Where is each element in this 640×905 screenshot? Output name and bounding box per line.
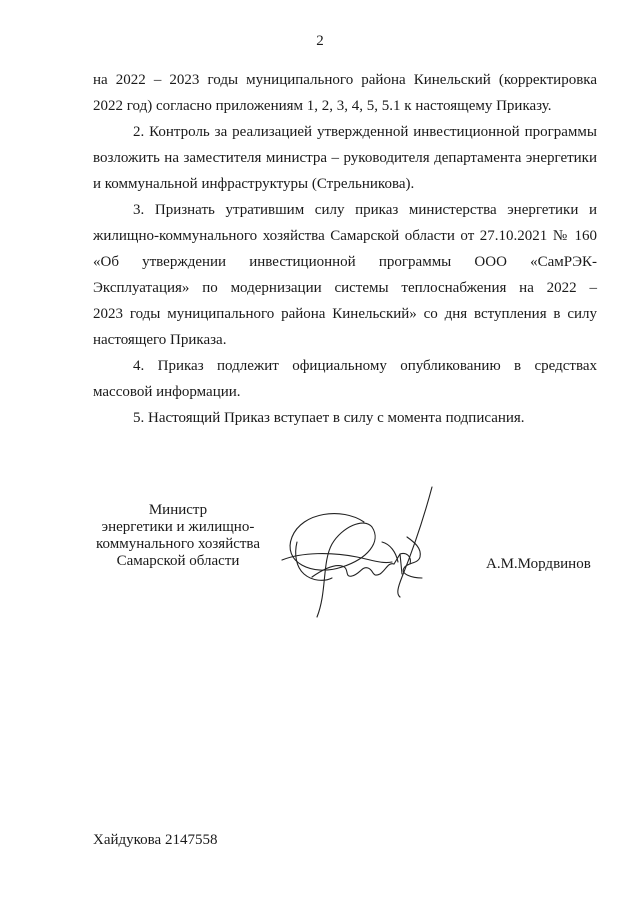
paragraph-4-line: 4. Приказ подлежит официальному опубликованию в средствах bbox=[133, 358, 597, 374]
body-line: на 2022 – 2023 годы муниципального района Кинельский (корректировка bbox=[93, 72, 597, 88]
page-number: 2 bbox=[316, 33, 324, 49]
body-line: 2022 год) согласно приложениям 1, 2, 3, 4, 5, 5.1 к настоящему Приказу. bbox=[93, 98, 552, 114]
document-footer: Хайдукова 2147558 bbox=[93, 832, 218, 848]
signatory-title-line: Министр bbox=[148, 502, 208, 518]
body-line: массовой информации. bbox=[93, 384, 241, 400]
body-line: возложить на заместителя министра – руководителя департамента энергетики bbox=[93, 150, 597, 166]
body-line: Эксплуатация» по модернизации системы теплоснабжения на 2022 – bbox=[93, 280, 597, 296]
signatory-title-line: энергетики и жилищно- bbox=[101, 519, 255, 535]
paragraph-5-line: 5. Настоящий Приказ вступает в силу с момента подписания. bbox=[133, 410, 525, 426]
body-line: жилищно-коммунального хозяйства Самарской области от 27.10.2021 № 160 bbox=[93, 228, 597, 244]
body-line: и коммунальной инфраструктуры (Стрельникова). bbox=[93, 176, 415, 192]
signatory-title-line: Самарской области bbox=[116, 553, 240, 569]
body-line: 2023 годы муниципального района Кинельский» со дня вступления в силу bbox=[93, 306, 597, 322]
paragraph-2-line: 2. Контроль за реализацией утвержденной инвестиционной программы bbox=[133, 124, 597, 140]
body-line: «Об утверждении инвестиционной программы ООО «СамРЭК- bbox=[93, 254, 597, 270]
signatory-name: А.М.Мордвинов bbox=[486, 556, 591, 572]
body-line: настоящего Приказа. bbox=[93, 332, 227, 348]
signatory-title-line: коммунального хозяйства bbox=[96, 536, 260, 552]
signatory-title bbox=[88, 502, 268, 570]
handwritten-signature bbox=[272, 482, 442, 632]
paragraph-3-line: 3. Признать утратившим силу приказ министерства энергетики и bbox=[133, 202, 597, 218]
